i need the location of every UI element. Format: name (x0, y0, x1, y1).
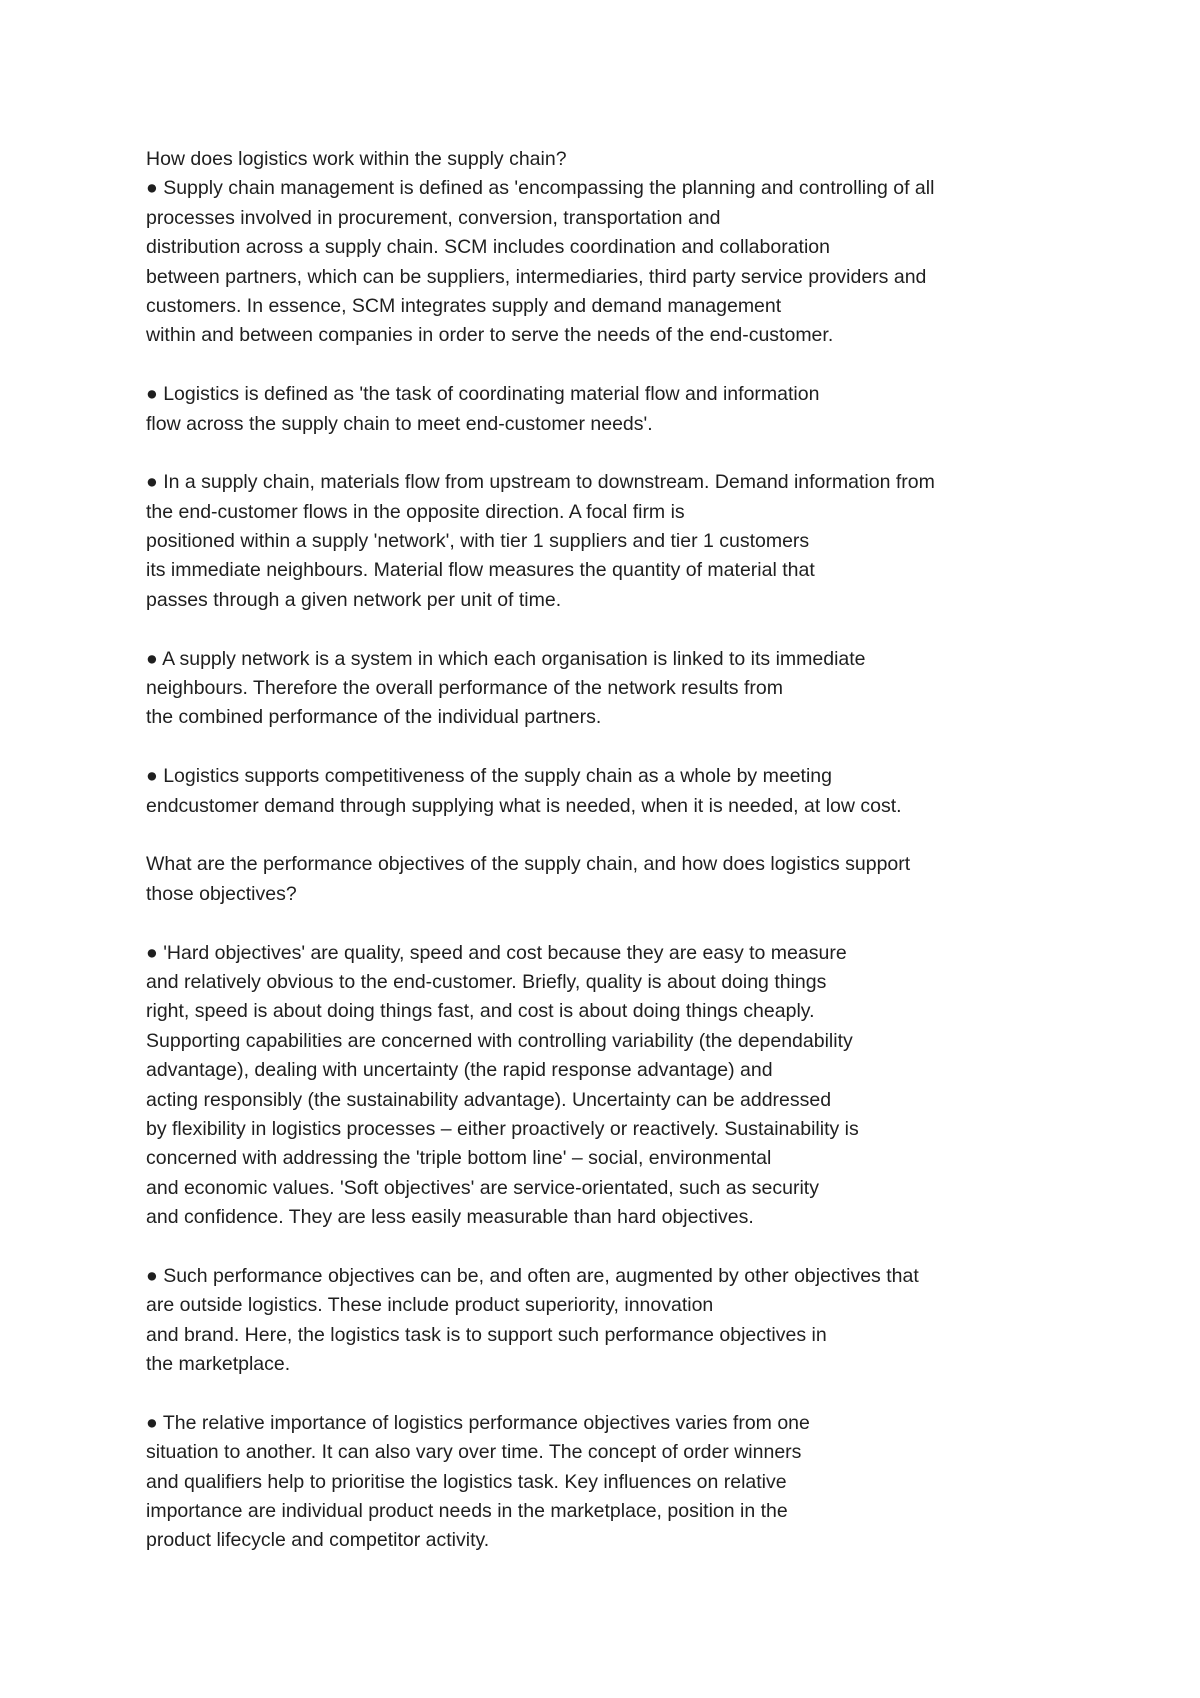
text-line: concerned with addressing the 'triple bottom line' – social, environmental (146, 1147, 772, 1170)
blank-line (146, 439, 1106, 468)
text-line: neighbours. Therefore the overall performance of the network results from (146, 677, 783, 700)
blank-line (146, 1232, 1106, 1261)
text-line: ● 'Hard objectives' are quality, speed and cost because they are easy to measure (146, 941, 847, 964)
text-line: Supporting capabilities are concerned with controlling variability (the dependability (146, 1029, 853, 1052)
blank-line (146, 733, 1106, 762)
text-line: processes involved in procurement, conversion, transportation and (146, 206, 721, 229)
text-line: and qualifiers help to prioritise the logistics task. Key influences on relative (146, 1470, 787, 1493)
text-line: the end-customer flows in the opposite direction. A focal firm is (146, 500, 685, 523)
document-body (146, 145, 1106, 1556)
text-line: customers. In essence, SCM integrates supply and demand management (146, 294, 782, 317)
heading-performance-objectives-cont: those objectives? (146, 882, 297, 905)
text-line: ● Such performance objectives can be, and often are, augmented by other objectives that (146, 1264, 919, 1287)
blank-line (146, 351, 1106, 380)
text-line: ● In a supply chain, materials flow from upstream to downstream. Demand information from (146, 471, 935, 494)
heading-logistics-in-supply-chain: How does logistics work within the supply chain? (146, 148, 567, 170)
blank-line (146, 1379, 1106, 1408)
text-line: within and between companies in order to serve the needs of the end-customer. (146, 324, 834, 347)
text-line: and brand. Here, the logistics task is to support such performance objectives in (146, 1323, 827, 1346)
text-line: the combined performance of the individual partners. (146, 706, 602, 729)
heading-performance-objectives: What are the performance objectives of the supply chain, and how does logistics support (146, 853, 911, 876)
text-line: ● Logistics supports competitiveness of the supply chain as a whole by meeting (146, 765, 832, 788)
text-line: and confidence. They are less easily measurable than hard objectives. (146, 1206, 754, 1229)
text-line: between partners, which can be suppliers, intermediaries, third party service providers and (146, 265, 927, 288)
blank-line (146, 821, 1106, 850)
text-line: positioned within a supply 'network', with tier 1 suppliers and tier 1 customers (146, 530, 810, 553)
text-line: ● A supply network is a system in which each organisation is linked to its immediate (146, 647, 866, 670)
text-line: endcustomer demand through supplying what is needed, when it is needed, at low cost. (146, 794, 902, 817)
blank-line (146, 615, 1106, 644)
text-line: right, speed is about doing things fast, and cost is about doing things cheaply. (146, 1000, 815, 1023)
text-line: acting responsibly (the sustainability advantage). Uncertainty can be addressed (146, 1088, 832, 1111)
text-line: passes through a given network per unit of time. (146, 588, 562, 611)
text-line: ● The relative importance of logistics performance objectives varies from one (146, 1411, 810, 1434)
text-line: ● Supply chain management is defined as 'encompassing the planning and controlling of all (146, 177, 935, 200)
text-line: importance are individual product needs in the marketplace, position in the (146, 1499, 788, 1522)
text-line: are outside logistics. These include product superiority, innovation (146, 1294, 714, 1317)
blank-line (146, 909, 1106, 938)
text-line: advantage), dealing with uncertainty (the rapid response advantage) and (146, 1059, 773, 1082)
text-line: ● Logistics is defined as 'the task of coordinating material flow and information (146, 383, 820, 406)
text-line: by flexibility in logistics processes – either proactively or reactively. Sustainability is (146, 1117, 859, 1140)
text-line: distribution across a supply chain. SCM includes coordination and collaboration (146, 236, 830, 259)
text-line: the marketplace. (146, 1353, 291, 1376)
text-line: product lifecycle and competitor activity. (146, 1529, 490, 1552)
text-line: flow across the supply chain to meet end-customer needs'. (146, 412, 653, 435)
text-line: and relatively obvious to the end-customer. Briefly, quality is about doing things (146, 970, 827, 993)
text-line: situation to another. It can also vary over time. The concept of order winners (146, 1441, 802, 1464)
text-line: its immediate neighbours. Material flow measures the quantity of material that (146, 559, 815, 582)
text-line: and economic values. 'Soft objectives' are service-orientated, such as security (146, 1176, 819, 1199)
